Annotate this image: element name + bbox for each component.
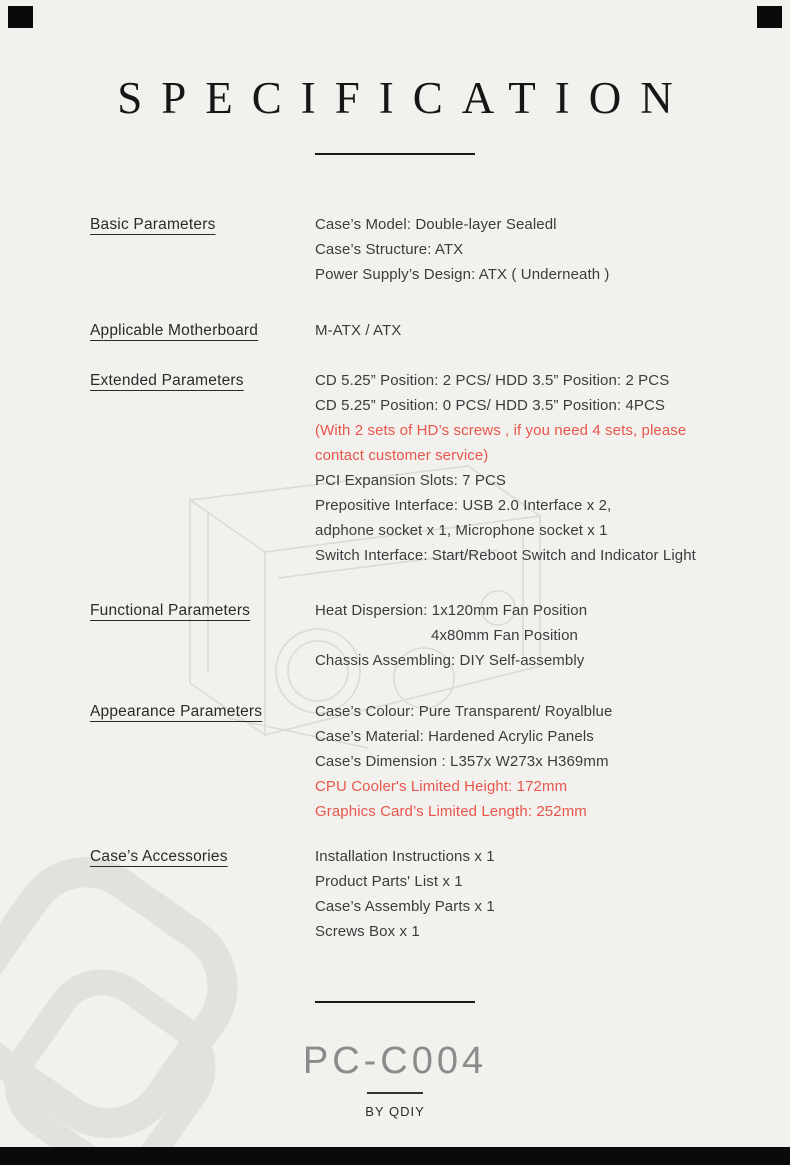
spec-line: Product Parts' List x 1 [315,873,463,890]
spec-line: CD 5.25” Position: 0 PCS/ HDD 3.5” Position: 4PCS [315,397,666,414]
section-case-accessories [90,844,752,944]
spec-line: adphone socket x 1, Microphone socket x 1 [315,522,608,539]
section-functional-parameters [90,598,752,673]
section-extended-parameters [90,368,752,568]
footer-bar [0,1147,790,1165]
spec-line: Prepositive Interface: USB 2.0 Interface x 2, [315,497,612,514]
spec-line-warning: CPU Cooler's Limited Height: 172mm [315,778,568,795]
corner-mark-left [8,6,33,28]
spec-line: Case’s Dimension : L357x W273x H369mm [315,753,609,770]
spec-line: Case’s Model: Double-layer Sealedl [315,216,557,233]
spec-line: CD 5.25” Position: 2 PCS/ HDD 3.5” Position: 2 PCS [315,372,670,389]
spec-line-warning: (With 2 sets of HD’s screws , if you need 4 sets, please [315,422,687,439]
section-header: Basic Parameters [90,216,216,233]
spec-line: Switch Interface: Start/Reboot Switch and Indicator Light [315,547,696,564]
spec-line: Installation Instructions x 1 [315,848,495,865]
section-basic-parameters [90,212,752,287]
spec-line: Screws Box x 1 [315,923,420,940]
spec-line: Case’s Structure: ATX [315,241,464,258]
section-appearance-parameters [90,699,752,824]
section-header: Extended Parameters [90,372,244,389]
section-header: Applicable Motherboard [90,322,259,339]
spec-line: Power Supply’s Design: ATX ( Underneath ) [315,266,610,283]
footer-divider [315,1001,475,1003]
title-divider [315,153,475,155]
spec-content [90,212,752,944]
spec-line: Case’s Material: Hardened Acrylic Panels [315,728,594,745]
spec-line: 4x80mm Fan Position [431,627,578,644]
spec-line-warning: Graphics Card’s Limited Length: 252mm [315,803,587,820]
spec-line: PCI Expansion Slots: 7 PCS [315,472,507,489]
section-header: Functional Parameters [90,602,251,619]
page-title: SPECIFICATION [117,73,692,123]
spec-line: M-ATX / ATX [315,322,402,339]
spec-line: Case’s Assembly Parts x 1 [315,898,495,915]
section-header: Appearance Parameters [90,703,263,720]
spec-line: Case’s Colour: Pure Transparent/ Royalblue [315,703,613,720]
spec-line-warning: contact customer service) [315,447,489,464]
brand-byline: BY QDIY [365,1104,425,1119]
spec-line: Chassis Assembling: DIY Self-assembly [315,652,585,669]
model-divider [367,1092,423,1094]
corner-mark-right [757,6,782,28]
section-applicable-motherboard [90,318,752,343]
spec-line: Heat Dispersion: 1x120mm Fan Position [315,602,588,619]
section-header: Case’s Accessories [90,848,228,865]
product-model: PC-C004 [302,1040,488,1082]
